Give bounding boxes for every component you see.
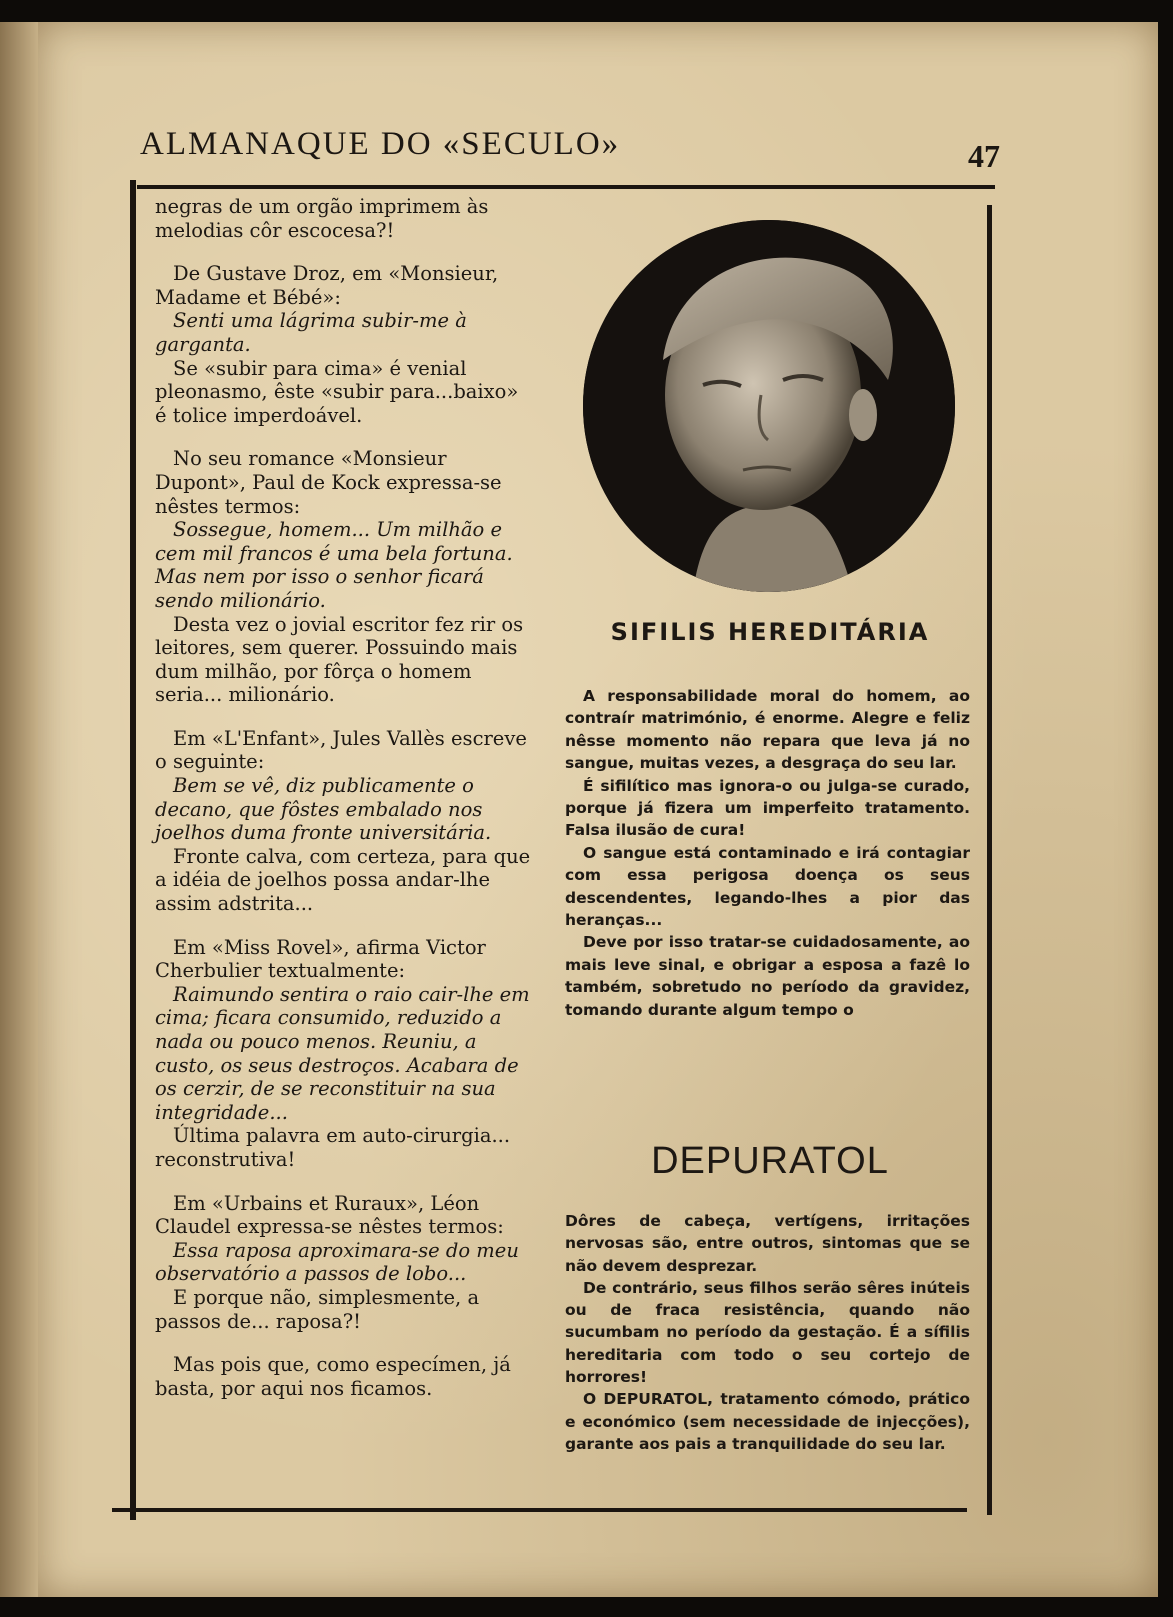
quoted-passage: Essa raposa aproximara-se do meu observatório a passos de lobo... (155, 1238, 519, 1286)
advert-paragraph: Deve por isso tratar-se cuidadosamente, ao mais leve sinal, e obrigar a esposa a fazê lo também, sobretudo no período da gravidez, tomando durante algum tempo o (565, 933, 970, 1019)
paragraph: Desta vez o jovial escritor fez rir os leitores, sem querer. Possuindo mais dum milhão, por fôrça o homem seria... milionário. (155, 612, 524, 707)
brand-name: DEPURATOL (651, 1140, 889, 1182)
paragraph: Se «subir para cima» é venial pleonasmo, êste «subir para...baixo» é tolice imperdoável. (155, 356, 519, 427)
advert-body (565, 685, 970, 1021)
paragraph: Fronte calva, com certeza, para que a idéia de joelhos possa andar-lhe assim adstrita... (155, 844, 531, 916)
paragraph-gap (155, 1333, 535, 1353)
advert-paragraph: É sifilítico mas ignora-o ou julga-se curado, porque já fizera um imperfeito tratamento. Falsa ilusão de cura! (565, 776, 970, 840)
right-border (987, 205, 992, 1515)
paragraph-gap (155, 242, 535, 262)
bottom-rule (112, 1508, 967, 1512)
paragraph: Em «L'Enfant», Jules Vallès escreve o seguinte: (155, 726, 527, 774)
paragraph: negras de um orgão imprimem às melodias côr escocesa?! (155, 195, 489, 242)
running-title: ALMANAQUE DO «SECULO» (140, 126, 621, 162)
page-header (140, 118, 1000, 178)
paragraph: Em «Urbains et Ruraux», Léon Claudel expressa-se nêstes termos: (155, 1191, 504, 1239)
advert-title: SIFILIS HEREDITÁRIA (610, 618, 930, 646)
paragraph: Mas pois que, como especímen, já basta, por aqui nos ficamos. (155, 1353, 511, 1400)
left-column-text (155, 195, 535, 1400)
paragraph: De Gustave Droz, em «Monsieur, Madame et Bébé»: (155, 262, 499, 309)
book-spine (0, 22, 40, 1597)
advert-paragraph: A responsabilidade moral do homem, ao contraír matrimónio, é enorme. Alegre e feliz nêsse momento não repara que leva já no sangue, muitas vezes, a desgraça do seu lar. (565, 687, 970, 773)
advert-body-2 (565, 1210, 970, 1455)
paragraph: No seu romance «Monsieur Dupont», Paul de Kock expressa-se nêstes termos: (155, 447, 502, 518)
top-rule (137, 185, 995, 189)
left-border (130, 180, 136, 1520)
quoted-passage: Raimundo sentira o raio cair-lhe em cima; ficara consumido, reduzido a nada ou pouco menos. Reuniu, a custo, os seus destroços. Acabara de os cerzir, de se reconstituir na sua integridade... (155, 982, 530, 1124)
quoted-passage: Senti uma lágrima subir-me à garganta. (155, 309, 467, 356)
advert-paragraph: O sangue está contaminado e irá contagiar com essa perigosa doença os seus descendentes, legando-lhes a pior das heranças... (565, 843, 970, 930)
paragraph-gap (155, 1172, 535, 1192)
paragraph-gap (155, 427, 535, 447)
paragraph-gap (155, 707, 535, 727)
advert-paragraph: O DEPURATOL, tratamento cómodo, prático e económico (sem necessidade de injecções), garante aos pais a tranquilidade do seu lar. (565, 1390, 970, 1453)
quoted-passage: Sossegue, homem... Um milhão e cem mil francos é uma bela fortuna. Mas nem por isso o senhor ficará sendo milionário. (155, 518, 513, 612)
child-portrait (583, 220, 955, 592)
page-number: 47 (968, 138, 1000, 174)
paragraph: E porque não, simplesmente, a passos de... raposa?! (155, 1285, 480, 1333)
advert-paragraph: De contrário, seus filhos serão sêres inúteis ou de fraca resistência, quando não sucumbam no período da gestação. É a sífilis hereditaria com todo o seu cortejo de horrores! (565, 1278, 970, 1387)
paragraph: Última palavra em auto-cirurgia... reconstrutiva! (155, 1124, 511, 1171)
quoted-passage: Bem se vê, diz publicamente o decano, que fôstes embalado nos joelhos duma fronte universitária. (155, 774, 492, 845)
paragraph-gap (155, 916, 535, 936)
paragraph: Em «Miss Rovel», afirma Victor Cherbulier textualmente: (155, 935, 486, 983)
advert-paragraph: Dôres de cabeça, vertígens, irritações nervosas são, entre outros, sintomas que se não devem desprezar. (565, 1212, 970, 1275)
